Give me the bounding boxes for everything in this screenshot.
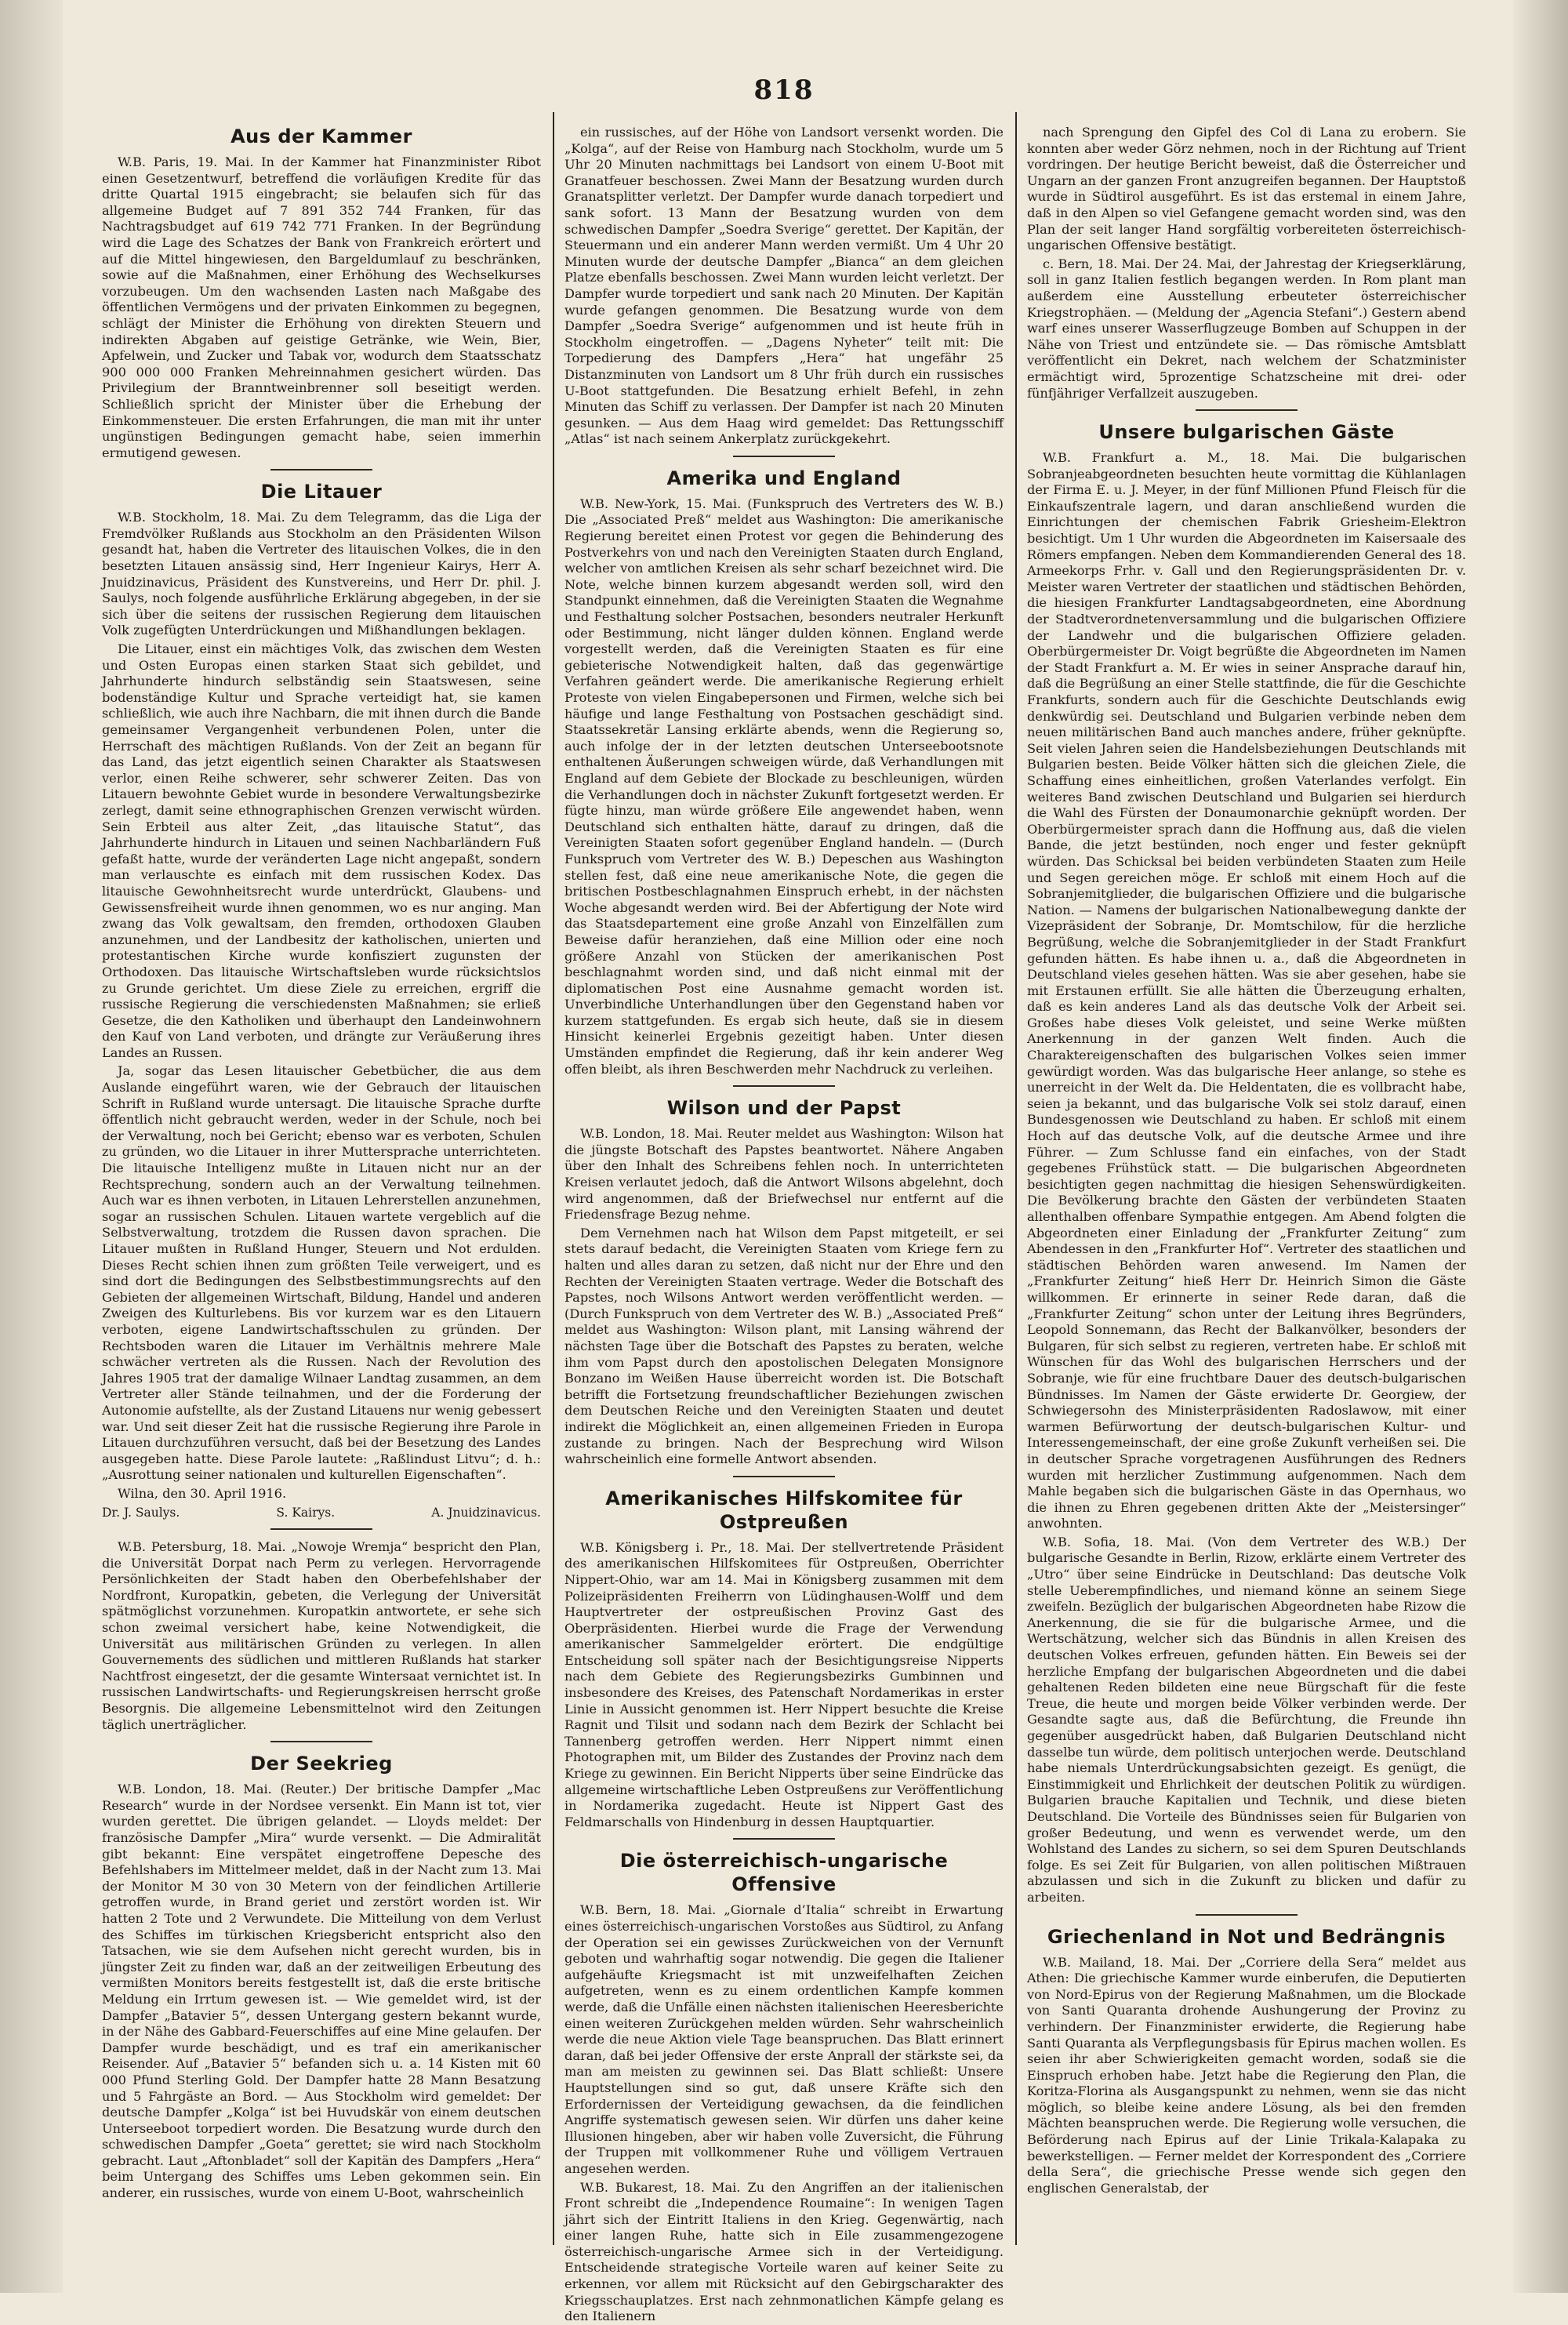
article-paragraph: W.B. Bern, 18. Mai. „Giornale d’Italia“ schreibt in Erwartung eines österreichisch-ungarischen Vorstoßes aus Südtirol, zu Anfang der Operation sei ein gewisses Zurückweichen von der Vernunft geboten und wahrhaftig sogar notwendig. Die gegen die Italiener aufgehäufte Kriegsmacht ist mit unzweifelhaften Zeichen aufgetreten, wenn es zu einem ordentlichen Kampfe kommen werde, daß die Unfälle einen nächsten italienischen Heeresberichte einen weiteren Zurückgehen melden würden. Sehr wahrscheinlich werde die neue Aktion viele Tage beanspruchen. Das Blatt erinnert daran, daß bei jeder Offensive der erste Anprall der stärkste sei, da man am meisten zu gewinnen sei. Das Blatt schließt: Unsere Hauptstellungen sind so gut, daß unsere Kräfte sich den Erfordernissen der Verteidigung gewachsen, da die feindlichen Angriffe systematisch gewesen seien. Wir dürfen uns daher keine Illusionen hingeben, aber wir haben volle Zuversicht, die Führung der Truppen mit vollkommener Ruhe und völligem Vertrauen angesehen werden. — [564, 1902, 1004, 2176]
newspaper-page — [102, 74, 1466, 2324]
article-der-seekrieg — [102, 1752, 541, 2201]
column-rule-1 — [553, 112, 554, 2245]
article-paragraph: W.B. Bukarest, 18. Mai. Zu den Angriffen an der italienischen Front schreibt die „Independence Roumaine“: In wenigen Tagen jährt sich der Eintritt Italiens in den Krieg. Gegenwärtig, nach einer langen Ruhe, hatte sich in Eile zusammengezogene österreichisch-ungarische Armee sich in der Verteidigung. Entscheidende strategische Vorteile waren auf keiner Seite zu erkennen, vor allem mit Rücksicht auf den Gebirgscharakter des Kriegsschauplatzes. Erst nach zehnmonatlichen Kämpfe gelang es den Italienern — [564, 2179, 1004, 2324]
column-3 — [1027, 125, 1466, 2242]
article-paragraph: ein russisches, auf der Höhe von Landsort versenkt worden. Die „Kolga“, auf der Reise von Hamburg nach Stockholm, wurde um 5 Uhr 20 Minuten nachmittags bei Landsort von einem U-Boot mit Granatfeuer beschossen. Zwei Mann der Besatzung wurden durch Granatsplitter verletzt. Der Dampfer wurde danach torpediert und sank sofort. 13 Mann der Besatzung wurden von dem schwedischen Dampfer „Soedra Sverige“ gerettet. Der Kapitän, der Steuermann und ein anderer Mann werden vermißt. Um 4 Uhr 20 Minuten wurde der deutsche Dampfer „Bianca“ an dem gleichen Platze ebenfalls beschossen. Zwei Mann wurden leicht verletzt. Der Dampfer wurde torpediert und sank nach 20 Minuten. Der Kapitän wurde gefangen genommen. Die Besatzung wurde von dem Dampfer „Soedra Sverige“ aufgenommen und ist heute früh in Stockholm eingetroffen. — „Dagens Nyheter“ teilt mit: Die Torpedierung des Dampfers „Hera“ hat ungefähr 25 Distanzminuten von Landsort um 8 Uhr früh durch ein russisches U-Boot stattgefunden. Die Besatzung erhielt Befehl, in zehn Minuten das Schiff zu verlassen. Der Dampfer ist nach 20 Minuten gesunken. — Aus dem Haag wird gemeldet: Das Rettungsschiff „Atlas“ ist nach seinem Ankerplatz zurückgekehrt. — [564, 125, 1004, 447]
article-paragraph: W.B. Sofia, 18. Mai. (Von dem Vertreter des W.B.) Der bulgarische Gesandte in Berlin, Rizow, erklärte einem Vertreter des „Utro“ über seine Eindrücke in Deutschland: Das deutsche Volk stelle Ueberempfindliches, und niemand könne an seinem Siege zweifeln. Bezüglich der bulgarischen Abgeordneten habe Rizow die Anerkennung, die sie für die bulgarische Armee, und die Wertschätzung, welcher sich das Bündnis in allen Kreisen des deutschen Volkes erfreuen, gefunden hätten. Ein Beweis sei der herzliche Empfang der bulgarischen Abgeordneten und die dabei gehaltenen Reden bildeten eine neue Bürgschaft für die feste Treue, die heute und morgen beide Völker verbinden werde. Der Gesandte sagte aus, daß die Befürchtung, die Freunde ihn gegenüber ausgedrückt haben, daß Bulgarien Deutschland nicht dasselbe tun würde, dem politisch unterjochen werde. Deutschland habe niemals Unterdrückungsabsichten gezeigt. Es genügt, die Einstimmigkeit und Ehrlichkeit der deutschen Politik zu würdigen. Bulgarien brauche Kapitalien und Technik, und diese bieten Deutschland. Die Vorteile des Bündnisses seien für Bulgarien von großer Bedeutung, und wenn es verwendet werde, um den Wohlstand des Landes zu sichern, so sei dem Spuren Deutschlands folge. Es sei Zeit für Bulgarien, von allen politischen Mißtrauen abzulassen und sich in die Zukunft zu blicken und dafür zu arbeiten. — [1027, 1534, 1466, 1905]
article-wilson-und-der-papst — [564, 1096, 1004, 1467]
article-paragraph: W.B. Mailand, 18. Mai. Der „Corriere della Sera“ meldet aus Athen: Die griechische Kammer wurde einberufen, die Deputierten von Nord-Epirus von der Regierung Maßnahmen, um die Blockade von Santi Quaranta drohende Aushungerung der Provinz zu verhindern. Der Finanzminister erwiderte, die Regierung habe Santi Quaranta als Verpflegungsbasis für Epirus machen wollen. Es seien ihr aber Schwierigkeiten gemacht worden, sodaß sie die Einspruch erhoben habe. Jetzt habe die Regierung den Plan, die Koritza-Florina als Ausgangspunkt zu nehmen, wenn sie das nicht möglich, so bleibe keine andere Lösung, als bei den fremden Mächten beanspruchen werde. Die Regierung wolle versuchen, die Beförderung nach Epirus auf der Linie Trikala-Kalapaka zu bewerkstelligen. — Ferner meldet der Korrespondent des „Corriere della Sera“, die griechische Presse wende sich gegen den englischen Generalstab, der — [1027, 1954, 1466, 2196]
article-paragraph: Die Litauer, einst ein mächtiges Volk, das zwischen dem Westen und Osten Europas einen starken Staat sich gebildet, und Jahrhunderte hindurch selbständig sein Staatswesen, seine bodenständige Kultur und Sprache verteidigt hat, sie kamen schließlich, wie auch ihre Nachbarn, die mit ihnen durch die Bande gemeinsamer Vergangenheit verbundenen Polen, unter die Herrschaft des mächtigen Rußlands. Von der Zeit an begann für das Land, das jetzt eigentlich seinen Charakter als Staatswesen verlor, einen Reihe schwerer, sehr schwerer Zeiten. Das von Litauern bewohnte Gebiet wurde in besondere Verwaltungsbezirke zerlegt, damit seine ethnographischen Grenzen verwischt würden. Sein Erbteil aus alter Zeit, „das litauische Statut“, das Jahrhunderte hindurch in Litauen und seinen Nachbarländern Fuß gefaßt hatte, wurde der veränderten Lage nicht angepaßt, sondern man verlauschte es einfach mit dem russischen Kodex. Das litauische Gewohnheitsrecht wurde unterdrückt, Glaubens- und Gewissensfreiheit wurde ihnen genommen, wo es nur anging. Man zwang das Volk gewaltsam, den fremden, orthodoxen Glauben anzunehmen, und der Landbesitz der katholischen, unierten und protestantischen Kirche wurde konfisziert zugunsten der Orthodoxen. Das litauische Wirtschaftsleben wurde rücksichtslos zu Grunde gerichtet. Um diese Ziele zu erreichen, ergriff die russische Regierung die verschiedensten Maßnahmen; sie erließ Gesetze, die den Katholiken und überhaupt den Landeinwohnern den Kauf von Land verboten, und drängte zur Veräußerung ihres Landes an Russen. — [102, 641, 541, 1060]
article-paragraph: W.B. Stockholm, 18. Mai. Zu dem Telegramm, das die Liga der Fremdvölker Rußlands aus Stockholm an den Präsidenten Wilson gesandt hat, haben die Vertreter des litauischen Volkes, die in den besetzten Litauen ansässig sind, Herr Ingenieur Kairys, Herr A. Jnuidzinavicus, Präsident des Kunstvereins, und Herr Dr. phil. J. Saulys, noch folgende ausführliche Erklärung abgegeben, in der sie sich über die seitens der russischen Regierung dem litauischen Volk zugefügten Unterdrückungen und Mißhandlungen beklagen. — [102, 510, 541, 638]
article-title: Amerikanisches Hilfskomitee für Ostpreußen — [605, 1487, 963, 1533]
article-separator — [1196, 1914, 1298, 1916]
article-paragraph: nach Sprengung den Gipfel des Col di Lana zu erobern. Sie konnten aber weder Görz nehmen, noch in der Richtung auf Trient vordringen. Der heutige Bericht beweist, daß die Österreicher und Ungarn an der ganzen Front anzugreifen begannen. Der Hauptstoß wurde in Südtirol ausgeführt. Es ist das erstemal in einem Jahre, daß in den Alpen so viel Gefangene gemacht worden sind, was den Plan der seit langer Hand sorgfältig vorbereiteten österreichisch-ungarischen Offensive bestätigt. — [1027, 125, 1466, 253]
article-paragraph: c. Bern, 18. Mai. Der 24. Mai, der Jahrestag der Kriegserklärung, soll in ganz Italien festlich begangen werden. In Rom plant man außerdem eine Ausstellung erbeuteter österreichischer Kriegstrophäen. — (Meldung der „Agencia Stefani“.) Gestern abend warf eines unserer Wasserflugzeuge Bomben auf Schuppen in der Nähe von Triest und entzündete sie. — Das römische Amtsblatt veröffentlicht ein Dekret, nach welchem der Schatzminister ermächtigt wird, 5prozentige Schatzscheine mit drei- oder fünfjähriger Verfallzeit auszugeben. — [1027, 256, 1466, 401]
column-1 — [102, 125, 541, 2242]
article-paragraph: W.B. London, 18. Mai. Reuter meldet aus Washington: Wilson hat die jüngste Botschaft des Papstes beantwortet. Nähere Angaben über den Inhalt des Schreibens fehlen noch. In unterrichteten Kreisen verlautet jedoch, daß die Antwort Wilsons abgelehnt, doch wird angenommen, daß der Briefwechsel nur entfernt auf die Friedensfrage Bezug nehme. — [564, 1126, 1004, 1222]
article-paragraph: Dem Vernehmen nach hat Wilson dem Papst mitgeteilt, er sei stets darauf bedacht, die Vereinigten Staaten vom Kriege fern zu halten und alles daran zu setzen, daß nicht nur der Ehre und den Rechten der Vereinigten Staaten vertrage. Weder die Botschaft des Papstes, noch Wilsons Antwort werden veröffentlicht werden. — (Durch Funkspruch von dem Vertreter des W. B.) „Associated Preß“ meldet aus Washington: Wilson plant, mit Lansing während der nächsten Tage über die Botschaft des Papstes zu beraten, welche ihm vom Papst durch den apostolischen Delegaten Monsignore Bonzano im Weißen Hause überreicht worden ist. Die Botschaft betrifft die Fortsetzung freundschaftlicher Beziehungen zwischen dem Deutschen Reiche und den Vereinigten Staaten und deutet indirekt die Möglichkeit an, einen allgemeinen Frieden in Europa zustande zu bringen. Nach der Besprechung wird Wilson wahrscheinlich eine formelle Antwort absenden. — [564, 1225, 1004, 1467]
article-separator — [270, 1528, 372, 1530]
article-oesterreichisch-ungarische-offensive — [564, 1849, 1004, 2324]
article-unsere-bulgarischen-gaeste — [1027, 420, 1466, 1905]
page-number: 818 — [753, 74, 815, 106]
article-paragraph: W.B. Königsberg i. Pr., 18. Mai. Der stellvertretende Präsident des amerikanischen Hilfskomitees für Ostpreußen, Oberrichter Nippert-Ohio, war am 14. Mai in Königsberg zusammen mit dem Polizeipräsidenten Freiherrn von Lüdinghausen-Wolff und dem Hauptvertreter der ostpreußischen Provinz Gast des Oberpräsidenten. Hierbei wurde die Frage der Verwendung amerikanischer Sammelgelder erörtert. Die endgültige Entscheidung soll später nach der Besichtigungsreise Nipperts nach dem Gebiete des Regierungsbezirks Gumbinnen und insbesondere des Kreises, des Patenschaft Nordamerikas in erster Linie in Aussicht genommen ist. Herr Nippert besuchte die Kreise Ragnit und Tilsit und sodann nach dem Bezirk der Schlacht bei Tannenberg getroffen werden. Herr Nippert nimmt einen Photographen mit, um Bilder des Zustandes der Provinz nach dem Kriege zu gewinnen. Ein Bericht Nipperts über seine Eindrücke das allgemeine wirtschaftliche Leben Ostpreußens zur Veröffentlichung in Nordamerika zugedacht. Heute ist Nippert Gast des Feldmarschalls von Hindenburg in dessen Hauptquartier. — [564, 1539, 1004, 1829]
article-separator — [1196, 409, 1298, 411]
article-petersburg — [102, 1539, 541, 1733]
article-separator — [733, 1085, 835, 1087]
article-griechenland-in-not — [1027, 1925, 1466, 2197]
article-title: Amerika und England — [666, 467, 902, 489]
signature-saulys: Dr. J. Saulys. — [102, 1505, 180, 1520]
page-edge-right — [1513, 0, 1568, 2293]
article-paragraph: Ja, sogar das Lesen litauischer Gebetbücher, die aus dem Auslande eingeführt waren, wie der Gebrauch der litauischen Schrift in Rußland wurde untersagt. Die litauische Sprache durfte öffentlich nicht gebraucht werden, weder in der Schule, noch bei der Verwaltung, noch bei Gericht; ebenso war es verboten, Schulen zu gründen, wo die Litauer in ihrer Muttersprache unterrichteten. Die litauische Intelligenz mußte in Litauen nicht nur an der Rechtsprechung, sondern auch an der Verwaltung teilnehmen. Auch war es ihnen verboten, in Litauen Lehrerstellen anzunehmen, sogar an russischen Schulen. Litauen wartete vergeblich auf die Selbstverwaltung, trotzdem die Russen davon sprachen. Die Litauer mußten in Rußland Hunger, Steuern und Not erdulden. Dieses Recht schien ihnen zum größten Teile verweigert, und es sind dort die Bedingungen des Selbstbestimmungsrechts auf den Gebieten der allgemeinen Wirtschaft, Bildung, Handel und anderen Zweigen des Kulturlebens. Bis vor kurzem war es den Litauern verboten, eigene Landwirtschaftsschulen zu gründen. Der Rechtsboden waren die Litauer im Verhältnis mehrere Male schwächer vertreten als die Russen. Nach der Revolution des Jahres 1905 trat der damalige Wilnaer Landtag zusammen, an dem Vertreter aller Stände teilnahmen, und der die Forderung der Autonomie aufstellte, als der Zustand Litauens nur wenig gebessert war. Und seit dieser Zeit hat die russische Regierung ihre Parole in Litauen durchzuführen versucht, daß bei der Besetzung des Landes ausgegeben hatte. Diese Parole lautete: „Raßlindust Litvu“; d. h.: „Ausrottung seiner nationalen und kulturellen Eigenschaften“. — [102, 1063, 541, 1483]
place-date-line: Wilna, den 30. April 1916. — [118, 1485, 287, 1501]
article-paragraph: W.B. Petersburg, 18. Mai. „Nowoje Wremja“ bespricht den Plan, die Universität Dorpat nach Perm zu verlegen. Hervorragende Persönlichkeiten der Stadt haben den Oberbefehlshaber der Nordfront, Kuropatkin, gebeten, die Verlegung der Universität spätmöglichst vorzunehmen. Kuropatkin antwortete, er sehe sich schon zweimal versichert habe, keine Notwendigkeit, die Universität aus militärischen Gründen zu verlegen. In allen Gouvernements des südlichen und mittleren Rußlands hat starker Nachtfrost eingesetzt, der die gesamte Wintersaat vernichtet ist. In russischen Landwirtschafts- und Regierungskreisen herrscht große Besorgnis. Die allgemeine Lebensmittelnot wird den Zeitungen täglich unerträglicher. — [102, 1539, 541, 1732]
article-paragraph: W.B. Frankfurt a. M., 18. Mai. Die bulgarischen Sobranjeabgeordneten besuchten heute vormittag die Kühlanlagen der Firma E. u. J. Meyer, in der fünf Millionen Pfund Fleisch für die Einkaufszentrale lagern, und daran anschließend wurden die Einrichtungen der chemischen Fabrik Griesheim-Elektron besichtigt. Um 1 Uhr wurden die Abgeordneten im Kaisersaale des Römers empfangen. Neben dem Kommandierenden General des 18. Armeekorps Frhr. v. Gall und den Regierungspräsidenten Dr. v. Meister waren Vertreter der staatlichen und städtischen Behörden, die hiesigen Frankfurter Landtagsabgeordneten, eine Abordnung der Stadtverordnetenversammlung und die bulgarischen Offiziere der Landwehr und die bulgarischen Offiziere geladen. Oberbürgermeister Dr. Voigt begrüßte die Abgeordneten im Namen der Stadt Frankfurt a. M. Er wies in seiner Ansprache darauf hin, daß die Begrüßung an einer Stelle stattfinde, die für die Geschichte Frankfurts, sondern auch für die Geschichte Deutschlands ewig denkwürdig sei. Deutschland und Bulgarien verbinde neben dem neuen militärischen Band auch manches andere, früher geknüpfte. Seit vielen Jahren seien die Handelsbeziehungen Deutschlands mit Bulgarien besten. Beide Völker hätten sich die gleichen Ziele, die Schaffung eines einheitlichen, großen Vaterlandes verfolgt. Ein weiteres Band zwischen Deutschland und Bulgarien sei hierdurch die Wahl des Fürsten der Donaumonarchie geknüpft worden. Der Oberbürgermeister sprach dann die Hoffnung aus, daß die vielen Bande, die jetzt bestünden, noch enger und fester geknüpft würden. Das Schicksal bei beiden verbündeten Staaten zum Heile und Segen gereichen möge. Er schloß mit einem Hoch auf die Sobranjemitglieder, die bulgarischen Offiziere und die bulgarische Nation. — Namens der bulgarischen Nationalbewegung dankte der Vizepräsident der Sobranje, Dr. Momtschilow, für die herzliche Begrüßung, welche die Sobranjemitglieder in der Stadt Frankfurt gefunden hätten. Es habe ihnen u. a., daß die Abgeordneten in Deutschland vieles gesehen hätten. Was sie aber gesehen, habe sie mit Erstaunen erfüllt. Sie alle hätten die Überzeugung erhalten, daß es kein anderes Land als das deutsche Volk der Arbeit sei. Großes habe dieses Volk geleistet, und seine Werke müßten Anerkennung in der ganzen Welt finden. Auch die Charaktereigenschaften des bulgarischen Volkes seien immer gewürdigt worden. Was das bulgarische Heer anlange, so stehe es unerreicht in der Welt da. Die Heldentaten, die es vollbracht habe, seien ja bekannt, und das bulgarische Volk sei stolz darauf, einen Bundesgenossen wie Deutschland zu haben. Er schloß mit einem Hoch auf das deutsche Volk, auf die deutsche Armee und ihre Führer. — Zum Schlusse fand ein einfaches, von der Stadt gegebenes Frühstück statt. — Die bulgarischen Abgeordneten besichtigten gegen nachmittag die hiesigen Sehenswürdigkeiten. Die Bevölkerung brachte den Gästen der verbündeten Staaten allenthalben offenbare Sympathie entgegen. Am Abend folgten die Abgeordneten einer Einladung der „Frankfurter Zeitung“ zum Abendessen in den „Frankfurter Hof“. Vertreter des staatlichen und städtischen Behörden waren anwesend. Im Namen der „Frankfurter Zeitung“ hieß Herr Dr. Heinrich Simon die Gäste willkommen. Er erinnerte in seiner Rede daran, daß die „Frankfurter Zeitung“ schon unter der Leitung ihres Begründers, Leopold Sonnemann, das Recht der Balkanvölker, besonders der Bulgaren, für sich selbst zu regieren, vertreten habe. Er schloß mit Wünschen für das Wohl des bulgarischen Herrschers und der Sobranje, wie für eine fruchtbare Dauer des deutsch-bulgarischen Bündnisses. Im Namen der Gäste erwiderte Dr. Georgiew, der Schwiegersohn des Ministerpräsidenten Radoslawow, mit einer warmen Befürwortung der deutsch-bulgarischen Kultur- und Interessengemeinschaft, der eine große Zukunft verheißen sei. Die in deutscher Sprache vorgetragenen Ausführungen des Redners wurden mit herzlicher Zustimmung aufgenommen. Nach dem Mahle begaben sich die bulgarischen Gäste in das Opernhaus, wo die ihnen zu Ehren gegebenen dritten Akte der „Meistersinger“ anwohnten. — [1027, 450, 1466, 1531]
signature-line — [102, 1505, 541, 1521]
article-aus-der-kammer — [102, 125, 541, 461]
article-title: Die Litauer — [260, 481, 383, 503]
article-title: Die österreichisch-ungarische Offensive — [619, 1850, 949, 1896]
article-title: Der Seekrieg — [250, 1753, 393, 1775]
article-title: Griechenland in Not und Bedrängnis — [1047, 1925, 1446, 1948]
article-hilfskomitee-ostpreussen — [564, 1487, 1004, 1831]
article-title: Unsere bulgarischen Gäste — [1098, 421, 1395, 444]
article-separator — [733, 1476, 835, 1477]
article-separator — [733, 1838, 835, 1840]
page-edge-left — [0, 0, 63, 2293]
article-seekrieg-continued — [564, 125, 1004, 448]
article-die-litauer — [102, 480, 541, 1520]
article-paragraph: W.B. London, 18. Mai. (Reuter.) Der britische Dampfer „Mac Research“ wurde in der Nordsee versenkt. Ein Mann ist tot, vier wurden gerettet. Die übrigen gelandet. — Lloyds meldet: Der französische Dampfer „Mira“ wurde versenkt. — Die Admiralität gibt bekannt: Eine verspätet eingetroffene Depesche des Befehlshabers im Mittelmeer meldet, daß in der Nacht zum 13. Mai der Monitor M 30 von 30 Metern von der feindlichen Artillerie getroffen wurde, in Brand geriet und zerstört worden ist. Wir hatten 2 Tote und 2 Verwundete. Die Mitteilung von dem Verlust des Schiffes im türkischen Kriegsbericht entspricht also den Tatsachen, wie sie dem Aufsehen nicht gerecht wurden, bis in jüngster Zeit zu finden war, daß an der zeitweiligen Erbeutung des vermißten Monitors bereits festgestellt ist, daß die erste britische Meldung ein Irrtum gewesen ist. — Wie gemeldet wird, ist der Dampfer „Batavier 5“, dessen Untergang gestern bekannt wurde, in der Nähe des Gabbard-Feuerschiffes auf eine Mine gelaufen. Der Dampfer wurde beschädigt, und es traf ein amerikanischer Reisender. Auf „Batavier 5“ befanden sich u. a. 14 Kisten mit 60 000 Pfund Sterling Gold. Der Dampfer hatte 28 Mann Besatzung und 5 Fahrgäste an Bord. — Aus Stockholm wird gemeldet: Der deutsche Dampfer „Kolga“ ist bei Huvudskär von einem deutschen Unterseeboot torpediert worden. Die Besatzung wurde durch den schwedischen Dampfer „Goeta“ gerettet; sie wird nach Stockholm gebracht. Laut „Aftonbladet“ soll der Kapitän des Dampfers „Hera“ beim Untergang des Schiffes ums Leben gekommen sein. Ein anderer, ein russisches, wurde von einem U-Boot, wahrscheinlich — [102, 1782, 541, 2201]
article-paragraph: W.B. New-York, 15. Mai. (Funkspruch des Vertreters des W. B.) Die „Associated Preß“ meldet aus Washington: Die amerikanische Regierung bereitet einen Protest vor gegen die Behinderung des Postverkehrs von und nach den Vereinigten Staaten durch England, welcher von amtlichen Kreisen als sehr scharf bezeichnet wird. Die Note, welche binnen kurzem abgesandt werden soll, wird den Standpunkt einnehmen, daß die Vereinigten Staaten die Wegnahme und Festhaltung solcher Postsachen, besonders neutraler Herkunft oder Bestimmung, nicht länger dulden können. England werde vorgestellt werden, daß die Vereinigten Staaten es für eine gebieterische Notwendigkeit halten, daß das gegenwärtige Verfahren geändert werde. Die amerikanische Regierung erhielt Proteste von vielen Eingabepersonen und Firmen, welche sich bei häufige und lange Festhaltung von Postsachen geschädigt sind. Staatssekretär Lansing erklärte abends, wenn die Regierung so, auch infolge der in der letzten deutschen Unterseebootsnote enthaltenen Äußerungen schweigen würde, daß Verhandlungen mit England auf dem Gebiete der Blockade zu beschleunigen, würden die Verhandlungen doch in nächster Zukunft fortgesetzt werden. Er fügte hinzu, man würde größere Eile angewendet haben, wenn Deutschland sich enthalten hätte, darauf zu dringen, daß die Vereinigten Staaten sofort gegenüber England handeln. — (Durch Funkspruch vom Vertreter des W. B.) Depeschen aus Washington stellen fest, daß eine neue amerikanische Note, die gegen die britischen Postbeschlagnahmen Einspruch erhebt, in der nächsten Woche abgesandt werden wird. Bei der Abfertigung der Note wird das Staatsdepartement eine große Anzahl von Einzelfällen zum Beweise dafür heranziehen, daß eine Million oder eine noch größere Anzahl von Stücken der amerikanischen Post beschlagnahmt worden sind, und daß nicht einmal mit der diplomatischen Post eine Ausnahme gemacht worden ist. Unverbindliche Unterhandlungen über den Gegenstand haben vor kurzem stattgefunden. Es ergab sich heute, daß sie in diesem Hinsicht keinerlei Ergebnis gezeitigt haben. Unter diesen Umständen empfindet die Regierung, daß ihr kein anderer Weg offen bleibt, als ihren Beschwerden mehr Nachdruck zu verleihen. — [564, 496, 1004, 1077]
article-separator — [733, 456, 835, 457]
signature-kairys: S. Kairys. — [276, 1505, 336, 1520]
article-title: Wilson und der Papst — [666, 1097, 902, 1120]
article-separator — [270, 1741, 372, 1742]
article-offensive-continued — [1027, 125, 1466, 401]
article-paragraph: W.B. Paris, 19. Mai. In der Kammer hat Finanzminister Ribot einen Gesetzentwurf, betreffend die vorläufigen Kredite für das dritte Quartal 1915 eingebracht; sie belaufen sich für das allgemeine Budget auf 7 891 352 744 Franken, für das Nachtragsbudget auf 619 742 771 Franken. In der Begründung wird die Lage des Schatzes der Bank von Frankreich erörtert und auf die Mittel hingewiesen, den Bargeldumlauf zu beschränken, sowie auf die Maßnahmen, einer Erhöhung des Wechselkurses vorzubeugen. Um den wachsenden Lasten nach Maßgabe des öffentlichen Vermögens und der privaten Einkommen zu begegnen, schlägt der Minister die Erhöhung von direkten Steuern und indirekten Abgaben auf geistige Getränke, wie Wein, Bier, Apfelwein, und Zucker und Tabak vor, wodurch dem Staatsschatz 900 000 000 Franken Mehreinnahmen gesichert würden. Das Privilegium der Branntweinbrenner soll beseitigt werden. Schließlich spricht der Minister über die Erhebung der Einkommensteuer. Die ersten Erfahrungen, die man mit ihr unter ungünstigen Bedingungen gemacht habe, seien immerhin ermutigend gewesen. — [102, 154, 541, 460]
article-amerika-und-england — [564, 467, 1004, 1077]
article-separator — [270, 469, 372, 470]
column-rule-2 — [1015, 112, 1017, 2245]
column-2 — [564, 125, 1004, 2324]
article-title: Aus der Kammer — [230, 125, 412, 147]
signature-jnuidzinavicus: A. Jnuidzinavicus. — [431, 1505, 541, 1520]
